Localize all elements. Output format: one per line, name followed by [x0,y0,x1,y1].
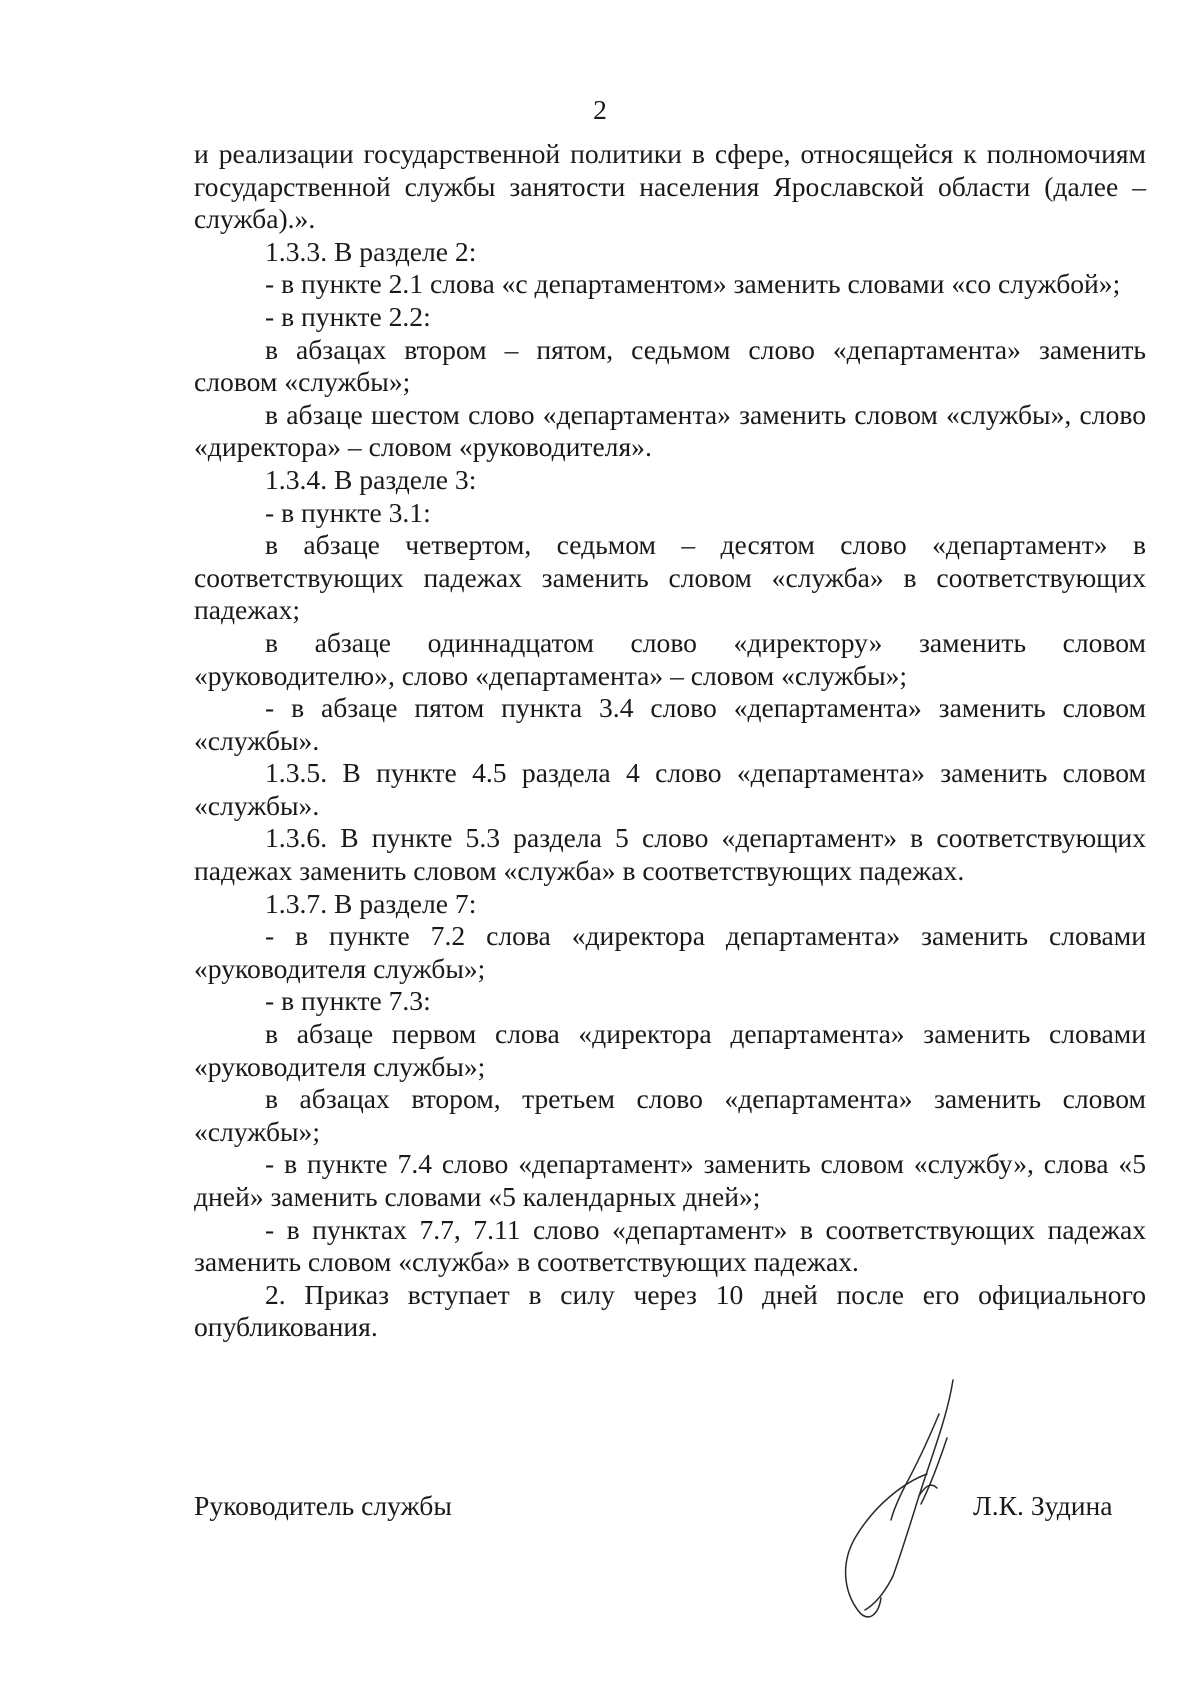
paragraph: - в абзаце пятом пункта 3.4 слово «департамента» заменить словом «службы». [194,692,1146,756]
signatory-title: Руководитель службы [194,1490,452,1521]
paragraph: 1.3.5. В пункте 4.5 раздела 4 слово «департамента» заменить словом «службы». [194,757,1146,821]
paragraph: в абзаце четвертом, седьмом – десятом слово «департамент» в соответствующих падежах заменить словом «служба» в соответствующих падежах; [194,529,1146,626]
paragraph: - в пункте 7.3: [265,985,431,1017]
paragraph: в абзаце шестом слово «департамента» заменить словом «службы», слово «директора» – словом «руководителя». [194,398,1146,463]
paragraph: 1.3.4. В разделе 3: [265,463,477,495]
paragraph: в абзацах втором – пятом, седьмом слово «департамента» заменить словом «службы»; [194,333,1146,398]
paragraph: - в пункте 3.1: [265,496,431,528]
handwritten-signature-icon [835,1378,975,1620]
paragraph: 1.3.7. В разделе 7: [265,887,477,919]
paragraph: в абзаце первом слова «директора департамента» заменить словами «руководителя службы»; [194,1018,1146,1082]
paragraph: 1.3.3. В разделе 2: [265,235,477,267]
paragraph: в абзаце одиннадцатом слово «директору» заменить словом «руководителю», слово «департамента» – словом «службы»; [194,626,1146,691]
paragraph: - в пункте 7.4 слово «департамент» заменить словом «службу», слова «5 дней» заменить словами «5 календарных дней»; [194,1148,1146,1212]
paragraph: - в пункте 2.1 слова «с департаментом» заменить словами «со службой»; [265,268,1121,300]
page-number: 2 [593,94,607,125]
document-body [194,138,1146,1344]
paragraph: - в пункте 2.2: [265,300,431,332]
paragraph: и реализации государственной политики в сфере, относящейся к полномочиям государственной службы занятости населения Ярославской области (далее – служба).». [194,138,1146,235]
paragraph: 1.3.6. В пункте 5.3 раздела 5 слово «департамент» в соответствующих падежах заменить словом «служба» в соответствующих падежах. [194,822,1146,887]
paragraph: в абзацах втором, третьем слово «департамента» заменить словом «службы»; [194,1083,1146,1147]
signatory-name: Л.К. Зудина [973,1490,1113,1521]
paragraph: - в пунктах 7.7, 7.11 слово «департамент» в соответствующих падежах заменить словом «служба» в соответствующих падежах. [194,1213,1146,1278]
paragraph: - в пункте 7.2 слова «директора департамента» заменить словами «руководителя службы»; [194,920,1146,984]
paragraph: 2. Приказ вступает в силу через 10 дней после его официального опубликования. [194,1278,1146,1343]
